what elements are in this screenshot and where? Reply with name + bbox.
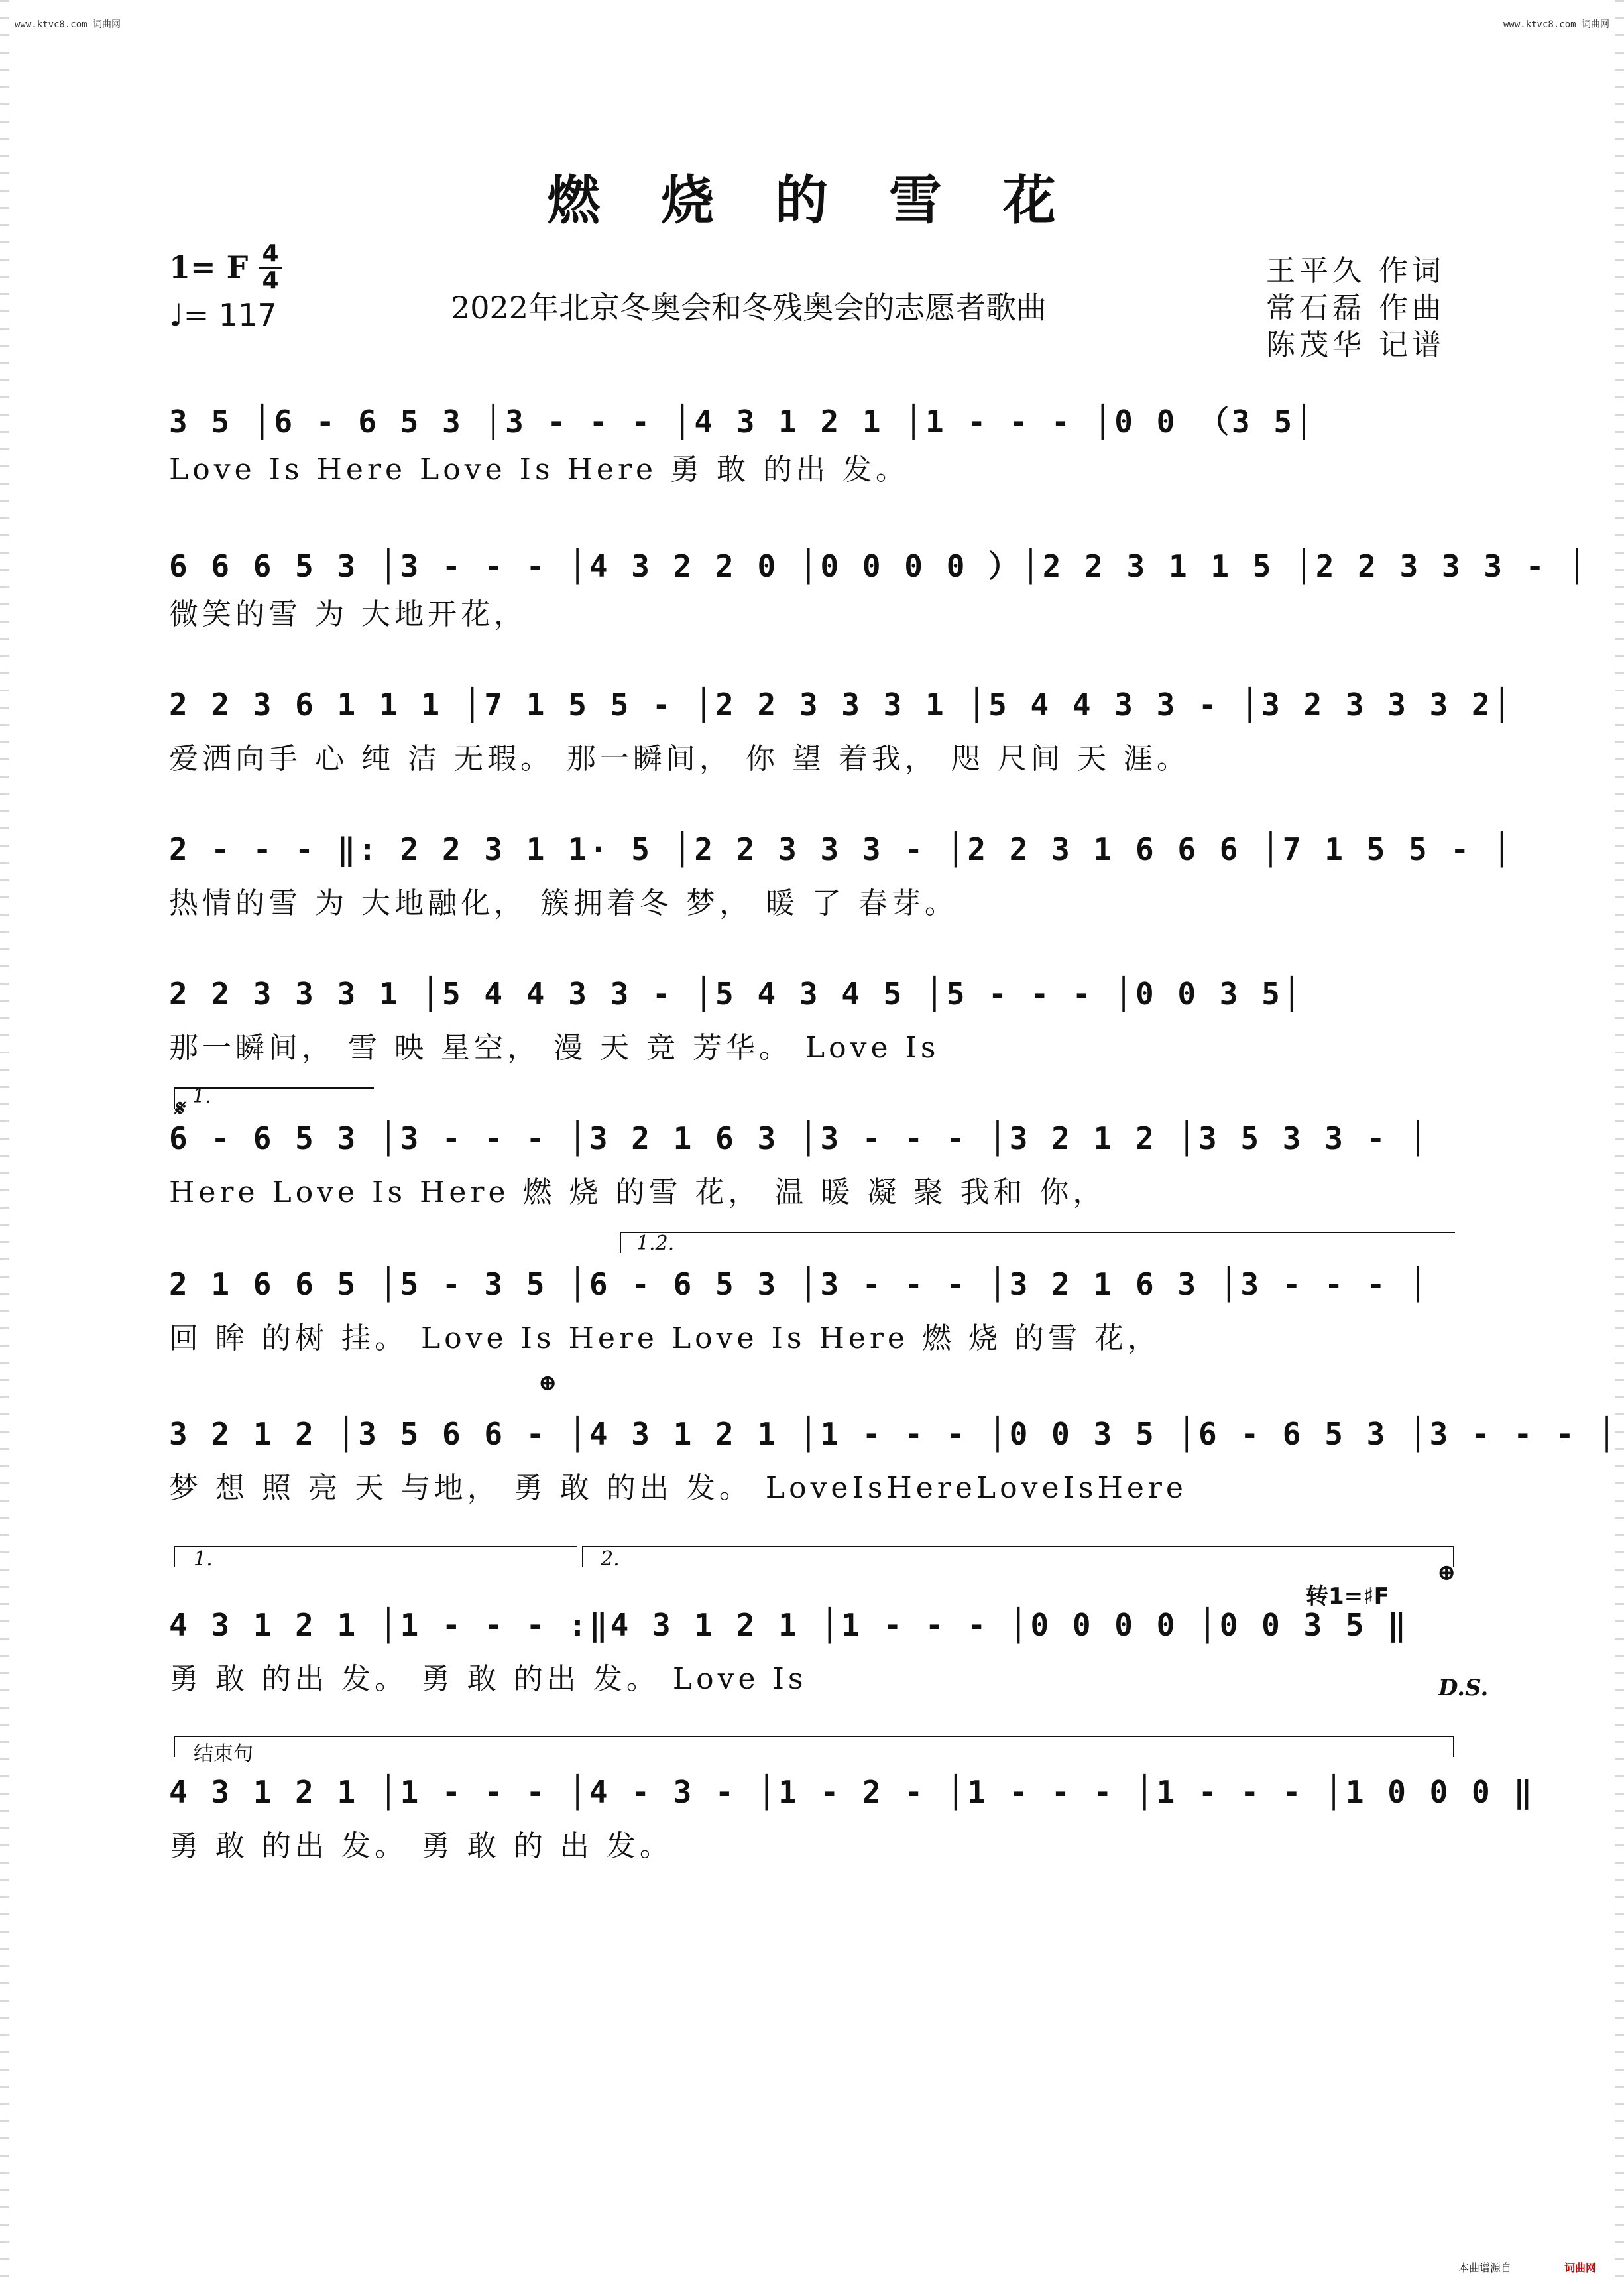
lyrics-line-2: 微笑的雪 为 大地开花， [169, 597, 527, 631]
right-border-decoration [1615, 0, 1624, 2284]
lyrics-line-3: 爱洒向手 心 纯 洁 无瑕。 那一瞬间， 你 望 着我， 咫 尺间 天 涯。 [169, 742, 1190, 776]
notation-line-9: 4 3 1 2 1 │1 - - - :‖4 3 1 2 1 │1 - - - │0 0 0 0 │0 0 3 5 ‖ [169, 1607, 1409, 1643]
time-sig-bottom: 4 [262, 267, 279, 294]
left-border-decoration [0, 0, 9, 2284]
volta-12-label: 1.2. [636, 1232, 675, 1255]
segno-mark: 𝄋 [174, 1095, 184, 1122]
credit-lyricist: 王平久 作词 [1266, 254, 1445, 288]
notation-line-10: 4 3 1 2 1 │1 - - - │4 - 3 - │1 - 2 - │1 - - - │1 - - - │1 0 0 0 ‖ [169, 1774, 1535, 1810]
volta-b-label: 2. [601, 1547, 620, 1571]
time-signature [257, 241, 284, 294]
lyrics-line-8: 梦 想 照 亮 天 与地， 勇 敢 的出 发。 LoveIsHereLoveIsHere [169, 1471, 1187, 1505]
notation-line-3: 2 2 3 6 1 1 1 │7 1 5 5 - │2 2 3 3 3 1 │5 4 4 3 3 - │3 2 3 3 3 2│ [169, 687, 1514, 723]
ending-bracket [174, 1736, 1454, 1757]
notation-line-4: 2 - - - ‖: 2 2 3 1 1· 5 │2 2 3 3 3 - │2 2 3 1 6 6 6 │7 1 5 5 - │ [169, 831, 1514, 867]
footer-source-label: 本曲谱源自 [1458, 2261, 1512, 2274]
credit-transcriber: 陈茂华 记谱 [1266, 328, 1445, 362]
song-title: 燃 烧 的 雪 花 [547, 169, 1077, 231]
key-signature: 1= F [169, 249, 249, 285]
site-label-right: www.ktvc8.com 词曲网 [1503, 19, 1609, 30]
coda-mark-2: ⊕ [1437, 1559, 1456, 1586]
site-label-left: www.ktvc8.com 词曲网 [15, 19, 121, 30]
volta-bracket-12 [620, 1232, 1455, 1253]
notation-line-2: 6 6 6 5 3 │3 - - - │4 3 2 2 0 │0 0 0 0 ）│2 2 3 1 1 5 │2 2 3 3 3 - │ [169, 548, 1589, 584]
subtitle: 2022年北京冬奥会和冬残奥会的志愿者歌曲 [451, 290, 1047, 326]
lyrics-line-9: 勇 敢 的出 发。 勇 敢 的出 发。 Love Is [169, 1662, 807, 1696]
lyrics-line-7: 回 眸 的树 挂。 Love Is Here Love Is Here 燃 烧 的雪 花， [169, 1321, 1161, 1355]
notation-line-7: 2 1 6 6 5 │5 - 3 5 │6 - 6 5 3 │3 - - - │3 2 1 6 3 │3 - - - │ [169, 1266, 1430, 1302]
notation-line-6: 6 - 6 5 3 │3 - - - │3 2 1 6 3 │3 - - - │3 2 1 2 │3 5 3 3 - │ [169, 1120, 1430, 1156]
notation-line-5: 2 2 3 3 3 1 │5 4 4 3 3 - │5 4 3 4 5 │5 - - - │0 0 3 5│ [169, 976, 1304, 1012]
lyrics-line-1: Love Is Here Love Is Here 勇 敢 的出 发。 [169, 453, 909, 487]
notation-line-1: 3 5 │6 - 6 5 3 │3 - - - │4 3 1 2 1 │1 - - - │0 0 （3 5│ [169, 404, 1316, 440]
footer-site-label: 词曲网 [1564, 2261, 1597, 2274]
ds-mark: D.S. [1438, 1675, 1489, 1701]
modulation-mark: 转1=♯F [1306, 1583, 1389, 1610]
lyrics-line-10: 勇 敢 的出 发。 勇 敢 的 出 发。 [169, 1829, 673, 1863]
coda-mark-1: ⊕ [538, 1370, 557, 1396]
lyrics-line-6: Here Love Is Here 燃 烧 的雪 花， 温 暖 凝 聚 我和 你， [169, 1175, 1106, 1209]
ending-label: 结束句 [194, 1742, 253, 1766]
lyrics-line-4: 热情的雪 为 大地融化， 簇拥着冬 梦， 暖 了 春芽。 [169, 886, 958, 920]
lyrics-line-5: 那一瞬间， 雪 映 星空， 漫 天 竞 芳华。 Love Is [169, 1031, 940, 1065]
credit-composer: 常石磊 作曲 [1266, 291, 1445, 325]
time-sig-top: 4 [262, 240, 279, 267]
volta-bracket-a [174, 1546, 577, 1567]
volta-bracket-b [582, 1546, 1454, 1567]
volta-1-label: 1. [192, 1085, 211, 1108]
notation-line-8: 3 2 1 2 │3 5 6 6 - │4 3 1 2 1 │1 - - - │0 0 3 5 │6 - 6 5 3 │3 - - - │ [169, 1416, 1619, 1452]
volta-a-label: 1. [194, 1547, 213, 1571]
tempo-mark: ♩= 117 [169, 297, 277, 333]
